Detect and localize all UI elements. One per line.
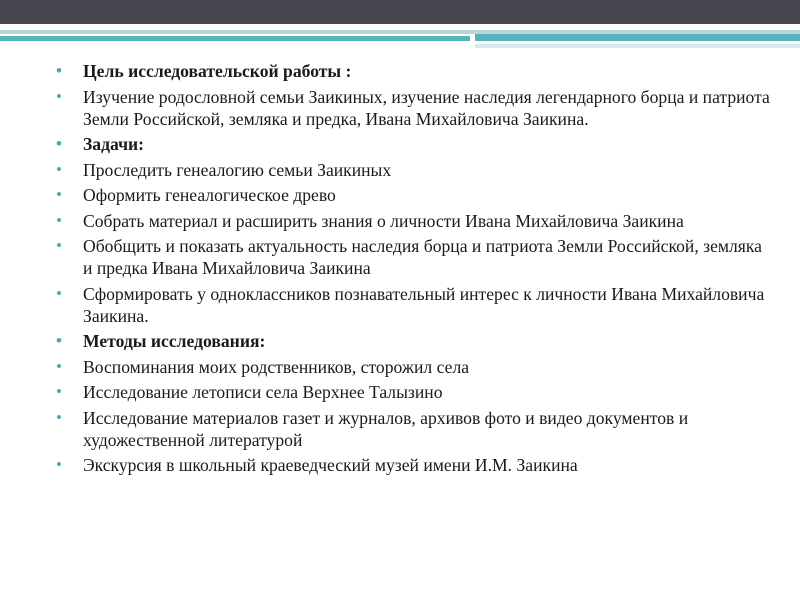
bullet-icon: • xyxy=(56,236,62,255)
list-item xyxy=(50,86,775,130)
list-item xyxy=(50,330,775,352)
list-item-text: Экскурсия в школьный краеведческий музей имени И.М. Заикина xyxy=(83,455,578,475)
bullet-icon: • xyxy=(56,407,62,427)
list-item xyxy=(50,159,775,181)
bullet-list xyxy=(50,60,775,476)
list-item-text: Исследование материалов газет и журналов, архивов фото и видео документов и художественной литературой xyxy=(83,407,689,450)
list-item-text: Проследить генеалогию семьи Заикиных xyxy=(83,159,392,180)
strip-teal-left xyxy=(0,36,470,41)
list-item xyxy=(50,356,775,378)
decorative-strips xyxy=(0,24,800,58)
bullet-icon: • xyxy=(56,159,62,179)
bullet-icon: • xyxy=(56,283,62,303)
strip-teal-right xyxy=(475,34,800,41)
list-item-text: Цель исследовательской работы : xyxy=(83,61,352,81)
list-item-text: Задачи: xyxy=(83,134,144,154)
list-item-text: Собрать материал и расширить знания о личности Ивана Михайловича Заикина xyxy=(83,210,684,231)
strip-pale xyxy=(475,44,800,48)
list-item xyxy=(50,407,775,451)
list-item xyxy=(50,184,775,206)
list-item-text: Сформировать у одноклассников познавательный интерес к личности Ивана Михайловича Заикина. xyxy=(83,283,765,326)
list-item xyxy=(50,235,775,279)
bullet-icon: • xyxy=(56,331,62,350)
slide-content xyxy=(50,60,775,480)
list-item xyxy=(50,454,775,476)
list-item xyxy=(50,133,775,155)
bullet-icon: • xyxy=(56,382,62,401)
list-item-text: Оформить генеалогическое древо xyxy=(83,185,336,205)
list-item-text: Исследование летописи села Верхнее Талызино xyxy=(83,382,443,402)
list-item-text: Методы исследования: xyxy=(83,331,266,351)
list-item-text: Воспоминания моих родственников, сторожил села xyxy=(83,356,470,377)
bullet-icon: • xyxy=(56,455,62,474)
slide-top-bar xyxy=(0,0,800,24)
bullet-icon: • xyxy=(56,86,62,106)
bullet-icon: • xyxy=(56,185,62,204)
list-item xyxy=(50,210,775,232)
bullet-icon: • xyxy=(56,210,62,230)
bullet-icon: • xyxy=(56,134,62,153)
list-item-text: Изучение родословной семьи Заикиных, изучение наследия легендарного борца и патриота Земли Российской, земляка и предка, Ивана Михайловича Заикина. xyxy=(83,86,770,129)
bullet-icon: • xyxy=(56,61,62,80)
list-item xyxy=(50,381,775,403)
list-item xyxy=(50,60,775,82)
list-item xyxy=(50,283,775,327)
list-item-text: Обобщить и показать актуальность наследия борца и патриота Земли Российской, земляка и предка Ивана Михайловича Заикина xyxy=(83,236,762,278)
bullet-icon: • xyxy=(56,356,62,376)
